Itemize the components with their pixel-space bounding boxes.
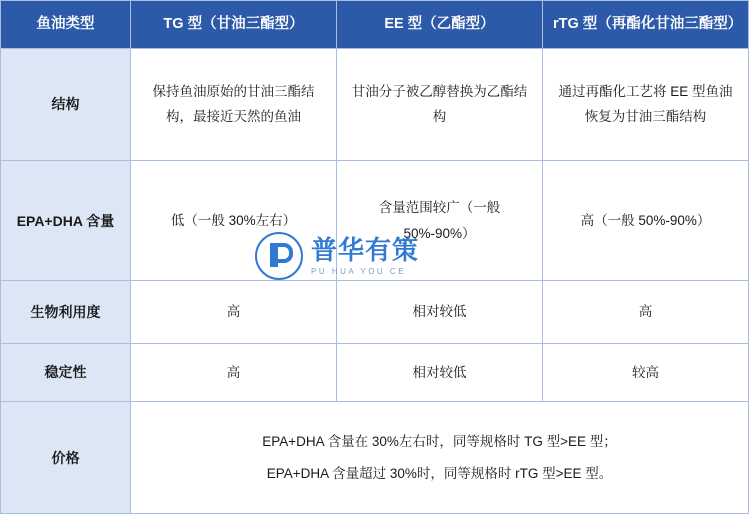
row-label-bioavailability: 生物利用度: [1, 281, 131, 343]
row-label-price: 价格: [1, 402, 131, 514]
cell-stability-tg: 高: [131, 343, 337, 401]
cell-bioavailability-tg: 高: [131, 281, 337, 343]
header-cell-type: 鱼油类型: [1, 1, 131, 49]
table-row: [1, 160, 749, 281]
cell-bioavailability-rtg: 高: [543, 281, 749, 343]
cell-price-note: [131, 402, 749, 514]
watermark-pinyin: PU HUA YOU CE: [311, 267, 407, 277]
header-cell-tg: TG 型（甘油三酯型）: [131, 1, 337, 49]
table-header-row: [1, 1, 749, 49]
table-row: [1, 402, 749, 514]
cell-stability-rtg: 较高: [543, 343, 749, 401]
cell-structure-tg: 保持鱼油原始的甘油三酯结构，最接近天然的鱼油: [131, 49, 337, 161]
price-note-line-2: EPA+DHA 含量超过 30%时，同等规格时 rTG 型>EE 型。: [266, 465, 613, 481]
row-label-structure: 结构: [1, 49, 131, 161]
table-header: [1, 1, 749, 49]
cell-structure-ee: 甘油分子被乙醇替换为乙酯结构: [337, 49, 543, 161]
row-label-epa-dha-content: EPA+DHA 含量: [1, 160, 131, 281]
price-note-line-1: EPA+DHA 含量在 30%左右时，同等规格时 TG 型>EE 型；: [262, 434, 617, 450]
watermark-chinese-name: 普华有策: [311, 234, 420, 265]
cell-stability-ee: 相对较低: [337, 343, 543, 401]
table-body: [1, 49, 749, 514]
row-label-stability: 稳定性: [1, 343, 131, 401]
header-cell-ee: EE 型（乙酯型）: [337, 1, 543, 49]
table-row: [1, 49, 749, 161]
table-row: [1, 281, 749, 343]
cell-structure-rtg: 通过再酯化工艺将 EE 型鱼油恢复为甘油三酯结构: [543, 49, 749, 161]
cell-epa-dha-tg: 低（一般 30%左右）: [131, 160, 337, 281]
table-row: [1, 343, 749, 401]
cell-epa-dha-rtg: 高（一般 50%-90%）: [543, 160, 749, 281]
cell-epa-dha-ee: 含量范围较广（一般 50%-90%）: [337, 160, 543, 281]
header-cell-rtg: rTG 型（再酯化甘油三酯型）: [543, 1, 749, 49]
cell-bioavailability-ee: 相对较低: [337, 281, 543, 343]
